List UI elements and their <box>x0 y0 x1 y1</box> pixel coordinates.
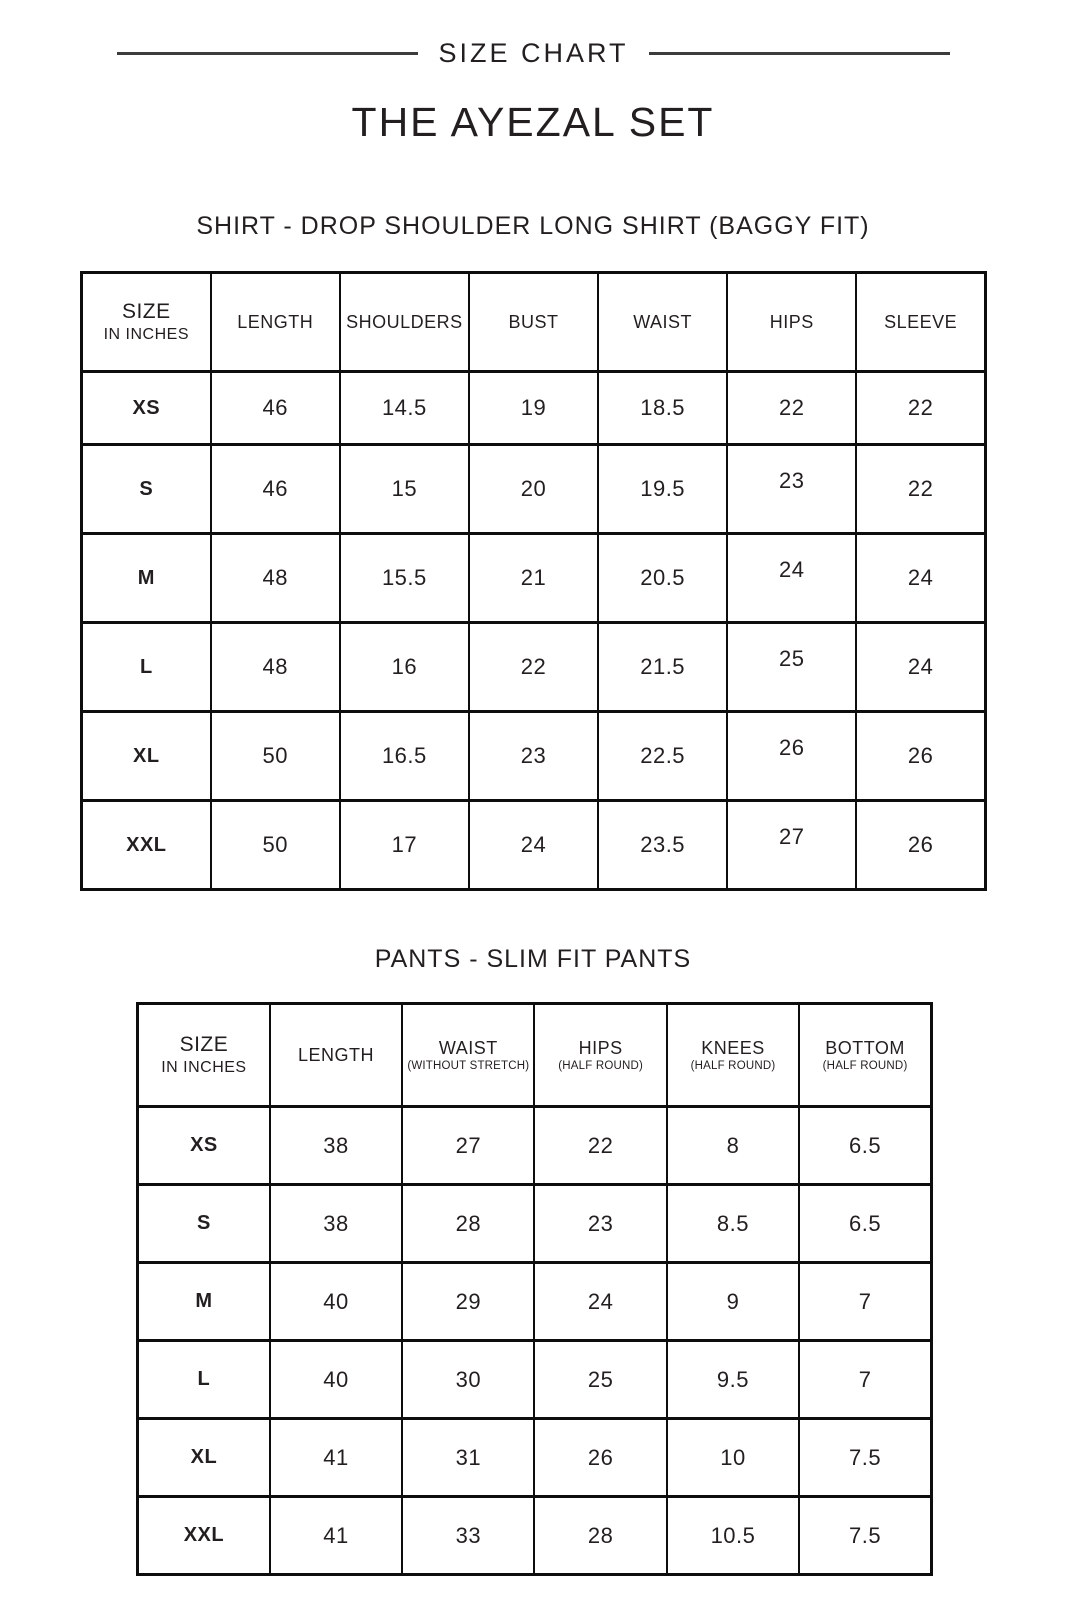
value-cell: 8.5 <box>667 1185 799 1263</box>
shirt-size-table <box>80 271 987 891</box>
size-cell: L <box>138 1341 270 1419</box>
value-cell: 26 <box>856 712 985 801</box>
column-header-label: SIZE <box>121 299 171 323</box>
column-header-label: KNEES <box>701 1037 765 1058</box>
value-cell: 24 <box>727 534 856 623</box>
table-row <box>138 1497 932 1575</box>
eyebrow-label: SIZE CHART <box>438 38 629 68</box>
value-cell: 6.5 <box>799 1185 931 1263</box>
table-row <box>82 623 986 712</box>
value-cell: 21.5 <box>598 623 727 712</box>
value-cell: 10 <box>667 1419 799 1497</box>
value-cell: 9.5 <box>667 1341 799 1419</box>
table-row <box>138 1185 932 1263</box>
value-cell: 50 <box>211 801 340 890</box>
eyebrow-rule-right <box>649 52 950 55</box>
value-cell: 22.5 <box>598 712 727 801</box>
value-cell: 25 <box>727 623 856 712</box>
table-row <box>82 801 986 890</box>
column-header <box>211 273 340 372</box>
value-cell: 26 <box>856 801 985 890</box>
size-cell: L <box>82 623 211 712</box>
value-cell: 22 <box>469 623 598 712</box>
column-header <box>856 273 985 372</box>
size-cell: XXL <box>138 1497 270 1575</box>
value-cell: 25 <box>534 1341 666 1419</box>
eyebrow-rule-left <box>117 52 418 55</box>
value-cell: 21 <box>469 534 598 623</box>
value-cell: 38 <box>270 1107 402 1185</box>
pants-section-title: PANTS - SLIM FIT PANTS <box>374 945 692 973</box>
column-header <box>402 1004 534 1107</box>
size-cell: M <box>82 534 211 623</box>
column-header-sublabel: (HALF ROUND) <box>690 1060 776 1073</box>
value-cell: 23 <box>727 445 856 534</box>
table-row <box>82 534 986 623</box>
size-cell: XS <box>82 372 211 445</box>
column-header <box>534 1004 666 1107</box>
value-cell: 41 <box>270 1419 402 1497</box>
column-header-label: BOTTOM <box>825 1037 905 1058</box>
value-cell: 40 <box>270 1263 402 1341</box>
header-row <box>82 273 986 372</box>
column-header <box>667 1004 799 1107</box>
column-header <box>799 1004 931 1107</box>
value-cell: 17 <box>340 801 469 890</box>
pants-size-table <box>136 1002 933 1576</box>
column-header-label: LENGTH <box>237 311 314 332</box>
value-cell: 24 <box>534 1263 666 1341</box>
column-header-label: SHOULDERS <box>346 311 463 332</box>
shirt-section-title: SHIRT - DROP SHOULDER LONG SHIRT (BAGGY FIT) <box>196 212 870 240</box>
value-cell: 6.5 <box>799 1107 931 1185</box>
value-cell: 48 <box>211 534 340 623</box>
value-cell: 7 <box>799 1263 931 1341</box>
value-cell: 24 <box>469 801 598 890</box>
table-row <box>82 445 986 534</box>
table-row <box>138 1107 932 1185</box>
value-cell: 16 <box>340 623 469 712</box>
column-header-label: SIZE <box>179 1032 229 1056</box>
value-cell: 18.5 <box>598 372 727 445</box>
column-header-sublabel: IN INCHES <box>161 1059 247 1077</box>
value-cell: 40 <box>270 1341 402 1419</box>
column-header-sublabel: (HALF ROUND) <box>558 1060 644 1073</box>
size-cell: M <box>138 1263 270 1341</box>
column-header-label: WAIST <box>633 311 693 332</box>
value-cell: 28 <box>534 1497 666 1575</box>
column-header <box>340 273 469 372</box>
table-row <box>138 1263 932 1341</box>
value-cell: 10.5 <box>667 1497 799 1575</box>
value-cell: 22 <box>856 445 985 534</box>
column-header <box>270 1004 402 1107</box>
size-cell: XXL <box>82 801 211 890</box>
value-cell: 15.5 <box>340 534 469 623</box>
value-cell: 26 <box>534 1419 666 1497</box>
table-row <box>82 712 986 801</box>
value-cell: 48 <box>211 623 340 712</box>
column-header-label: BUST <box>508 311 559 332</box>
size-cell: S <box>82 445 211 534</box>
column-header <box>138 1004 270 1107</box>
value-cell: 28 <box>402 1185 534 1263</box>
column-header <box>82 273 211 372</box>
column-header <box>469 273 598 372</box>
value-cell: 22 <box>727 372 856 445</box>
value-cell: 46 <box>211 445 340 534</box>
column-header-sublabel: (WITHOUT STRETCH) <box>407 1060 530 1073</box>
value-cell: 27 <box>727 801 856 890</box>
value-cell: 15 <box>340 445 469 534</box>
value-cell: 26 <box>727 712 856 801</box>
value-cell: 20.5 <box>598 534 727 623</box>
column-header-label: LENGTH <box>297 1044 374 1065</box>
value-cell: 8 <box>667 1107 799 1185</box>
value-cell: 14.5 <box>340 372 469 445</box>
size-cell: XS <box>138 1107 270 1185</box>
column-header-sublabel: (HALF ROUND) <box>822 1060 908 1073</box>
value-cell: 29 <box>402 1263 534 1341</box>
value-cell: 23.5 <box>598 801 727 890</box>
value-cell: 27 <box>402 1107 534 1185</box>
value-cell: 31 <box>402 1419 534 1497</box>
table-row <box>138 1341 932 1419</box>
column-header <box>727 273 856 372</box>
value-cell: 23 <box>469 712 598 801</box>
value-cell: 7.5 <box>799 1419 931 1497</box>
value-cell: 23 <box>534 1185 666 1263</box>
value-cell: 50 <box>211 712 340 801</box>
value-cell: 9 <box>667 1263 799 1341</box>
value-cell: 38 <box>270 1185 402 1263</box>
column-header-label: WAIST <box>438 1037 498 1058</box>
page-title: THE AYEZAL SET <box>351 99 715 145</box>
column-header-label: SLEEVE <box>884 311 958 332</box>
value-cell: 7 <box>799 1341 931 1419</box>
table-row <box>82 372 986 445</box>
value-cell: 16.5 <box>340 712 469 801</box>
value-cell: 22 <box>856 372 985 445</box>
column-header <box>598 273 727 372</box>
value-cell: 41 <box>270 1497 402 1575</box>
size-cell: XL <box>138 1419 270 1497</box>
value-cell: 30 <box>402 1341 534 1419</box>
size-cell: S <box>138 1185 270 1263</box>
value-cell: 33 <box>402 1497 534 1575</box>
value-cell: 24 <box>856 623 985 712</box>
column-header-sublabel: IN INCHES <box>103 326 190 344</box>
column-header-label: HIPS <box>578 1037 623 1058</box>
value-cell: 46 <box>211 372 340 445</box>
eyebrow <box>0 0 1066 69</box>
table-row <box>138 1419 932 1497</box>
value-cell: 22 <box>534 1107 666 1185</box>
column-header-label: HIPS <box>769 311 814 332</box>
value-cell: 24 <box>856 534 985 623</box>
value-cell: 7.5 <box>799 1497 931 1575</box>
value-cell: 19 <box>469 372 598 445</box>
header-row <box>138 1004 932 1107</box>
value-cell: 19.5 <box>598 445 727 534</box>
value-cell: 20 <box>469 445 598 534</box>
size-cell: XL <box>82 712 211 801</box>
